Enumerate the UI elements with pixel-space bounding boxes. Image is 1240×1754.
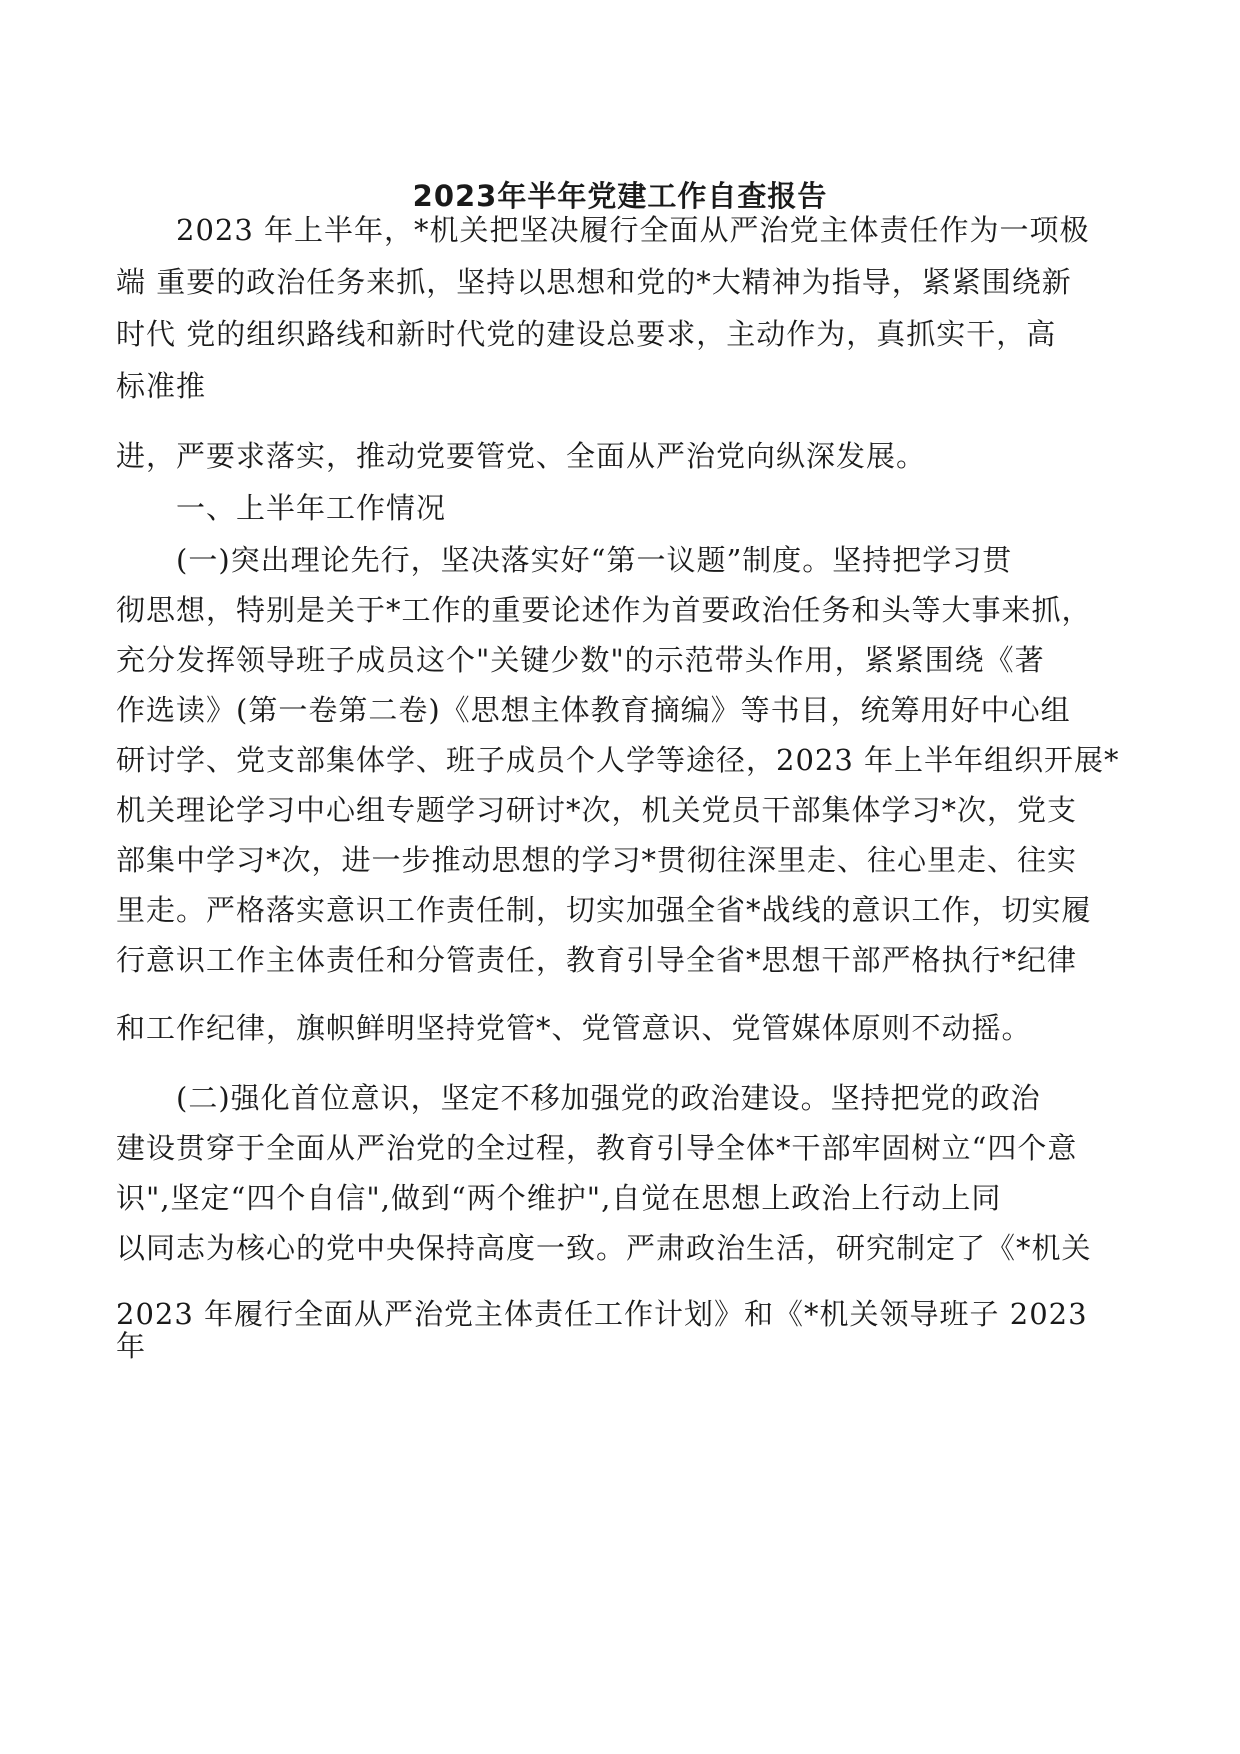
body-line: 时代 党的组织路线和新时代党的建设总要求，主动作为，真抓实干，高 xyxy=(116,317,1057,351)
document-title: 2023年半年党建工作自查报告 xyxy=(412,179,828,213)
body-line: 里走。严格落实意识工作责任制，切实加强全省*战线的意识工作，切实履 xyxy=(116,893,1092,927)
body-line: 作选读》(第一卷第二卷)《思想主体教育摘编》等书目，统筹用好中心组 xyxy=(116,693,1071,727)
body-line: (一)突出理论先行，坚决落实好“第一议题”制度。坚持把学习贯 xyxy=(116,543,1013,577)
body-line: (二)强化首位意识，坚定不移加强党的政治建设。坚持把党的政治 xyxy=(116,1081,1041,1115)
body-line: 研讨学、党支部集体学、班子成员个人学等途径，2023 年上半年组织开展* xyxy=(116,743,1120,777)
body-line: 和工作纪律，旗帜鲜明坚持党管*、党管意识、党管媒体原则不动摇。 xyxy=(116,1011,1032,1045)
body-line: 部集中学习*次，进一步推动思想的学习*贯彻往深里走、往心里走、往实 xyxy=(116,843,1078,877)
body-line: 2023 年上半年，*机关把坚决履行全面从严治党主体责任作为一项极 xyxy=(116,213,1090,247)
body-line: 年 xyxy=(116,1329,147,1363)
body-line: 2023 年履行全面从严治党主体责任工作计划》和《*机关领导班子 2023 xyxy=(116,1297,1088,1331)
body-line: 以同志为核心的党中央保持高度一致。严肃政治生活，研究制定了《*机关 xyxy=(116,1231,1092,1265)
body-line: 彻思想，特别是关于*工作的重要论述作为首要政治任务和头等大事来抓， xyxy=(116,593,1092,627)
body-line: 端 重要的政治任务来抓，坚持以思想和党的*大精神为指导，紧紧围绕新 xyxy=(116,265,1072,299)
body-line: 建设贯穿于全面从严治党的全过程，教育引导全体*干部牢固树立“四个意 xyxy=(116,1131,1078,1165)
body-line: 行意识工作主体责任和分管责任，教育引导全省*思想干部严格执行*纪律 xyxy=(116,943,1078,977)
body-line: 进，严要求落实，推动党要管党、全面从严治党向纵深发展。 xyxy=(116,439,927,473)
body-line: 识",坚定“四个自信",做到“两个维护",自觉在思想上政治上行动上同 xyxy=(116,1181,1002,1215)
body-line: 充分发挥领导班子成员这个"关键少数"的示范带头作用，紧紧围绕《著 xyxy=(116,643,1045,677)
body-line: 机关理论学习中心组专题学习研讨*次，机关党员干部集体学习*次，党支 xyxy=(116,793,1078,827)
section-heading: 一、上半年工作情况 xyxy=(116,491,447,525)
body-line: 标准推 xyxy=(116,369,207,403)
